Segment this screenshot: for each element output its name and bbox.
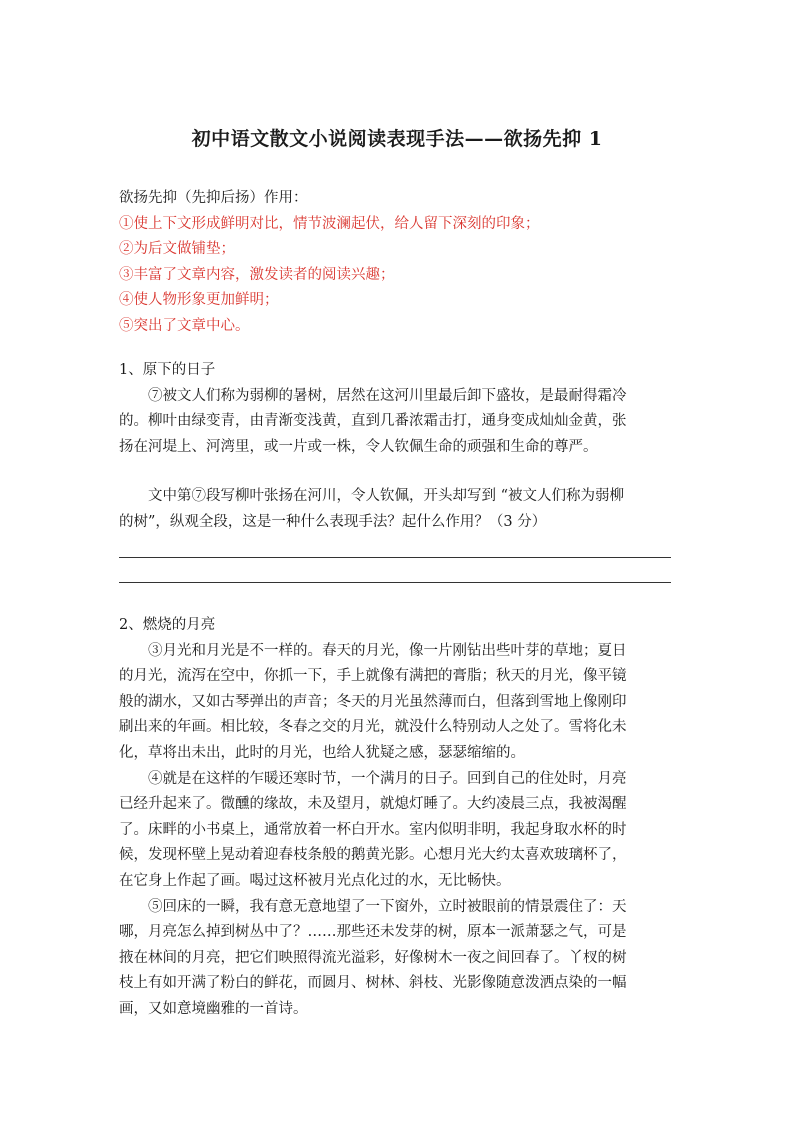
question-line: 文中第⑦段写柳叶张扬在河川，令人钦佩，开头却写到 “被文人们称为弱柳 — [148, 488, 625, 505]
passage-line: ④就是在这样的乍暖还寒时节，一个满月的日子。回到自己的住处时，月亮 — [148, 770, 627, 787]
intro-point: ③丰富了文章内容，激发读者的阅读兴趣； — [119, 266, 395, 283]
answer-line — [119, 582, 671, 583]
question-2-heading: 2、燃烧的月亮 — [119, 617, 216, 633]
passage-line: 已经升起来了。微醺的缘故，未及望月，就熄灯睡了。大约凌晨三点，我被渴醒 — [119, 796, 627, 813]
passage-line: 在它身上作起了画。喝过这杯被月光点化过的水，无比畅快。 — [119, 872, 511, 889]
passage-line: 哪，月亮怎么掉到树丛中了？……那些还未发芽的树，原本一派萧瑟之气，可是 — [119, 924, 627, 941]
passage-line: ③月光和月光是不一样的。春天的月光，像一片刚钻出些叶芽的草地；夏日 — [148, 642, 627, 659]
passage-line: 般的湖水，又如古琴弹出的声音；冬天的月光虽然薄而白，但落到雪地上像刚印 — [119, 693, 627, 710]
question-1-section — [119, 358, 675, 583]
question-line: 的树”，纵观全段，这是一种什么表现手法？起什么作用？（3 分） — [119, 513, 547, 530]
passage-line: ⑤回床的一瞬，我有意无意地望了一下窗外，立时被眼前的情景震住了：天 — [148, 898, 627, 915]
paragraph-3 — [119, 639, 675, 767]
question-1-heading: 1、原下的日子 — [119, 362, 216, 378]
passage-line: 候，发现杯壁上晃动着迎春枝条般的鹅黄光影。心想月光大约太喜欢玻璃杯了， — [119, 847, 627, 864]
intro-point: ⑤突出了文章中心。 — [119, 317, 250, 334]
passage-line: ⑦被文人们称为弱柳的暑树，居然在这河川里最后卸下盛妆，是最耐得霜冷 — [148, 387, 627, 404]
intro-lead: 欲扬先抑（先抑后扬）作用： — [119, 190, 308, 206]
question-1-prompt — [119, 484, 675, 535]
passage-line: 的。柳叶由绿变青，由青渐变浅黄，直到几番浓霜击打，通身变成灿灿金黄，张 — [119, 413, 627, 430]
document-title: 初中语文散文小说阅读表现手法——欲扬先抑 1 — [191, 128, 603, 150]
passage-line: 的月光，流泻在空中，你抓一下，手上就像有满把的膏脂；秋天的月光，像平镜 — [119, 668, 627, 685]
intro-point: ①使上下文形成鲜明对比，情节波澜起伏，给人留下深刻的印象； — [119, 215, 540, 232]
passage-line: 枝上有如开满了粉白的鲜花，而圆月、树林、斜枝、光影像随意泼洒点染的一幅 — [119, 975, 627, 992]
paragraph-4 — [119, 767, 675, 895]
paragraph-5 — [119, 895, 675, 1023]
passage-line: 化，草将出未出，此时的月光，也给人犹疑之感，瑟瑟缩缩的。 — [119, 744, 525, 761]
passage-line: 刷出来的年画。相比较，冬春之交的月光，就没什么特别动人之处了。雪将化未 — [119, 719, 627, 736]
question-1-passage — [119, 384, 675, 461]
passage-line: 掖在林间的月亮，把它们映照得流光溢彩，好像树木一夜之间回春了。丫杈的树 — [119, 949, 627, 966]
question-2-section — [119, 613, 675, 1023]
intro-point: ②为后文做铺垫； — [119, 241, 235, 258]
intro-point: ④使人物形象更加鲜明； — [119, 292, 279, 309]
passage-line: 画，又如意境幽雅的一首诗。 — [119, 1000, 308, 1017]
intro-section — [119, 186, 675, 340]
passage-line: 扬在河堤上、河湾里，或一片或一株，令人钦佩生命的顽强和生命的尊严。 — [119, 438, 598, 455]
passage-line: 了。床畔的小书桌上，通常放着一杯白开水。室内似明非明，我起身取水杯的时 — [119, 821, 627, 838]
